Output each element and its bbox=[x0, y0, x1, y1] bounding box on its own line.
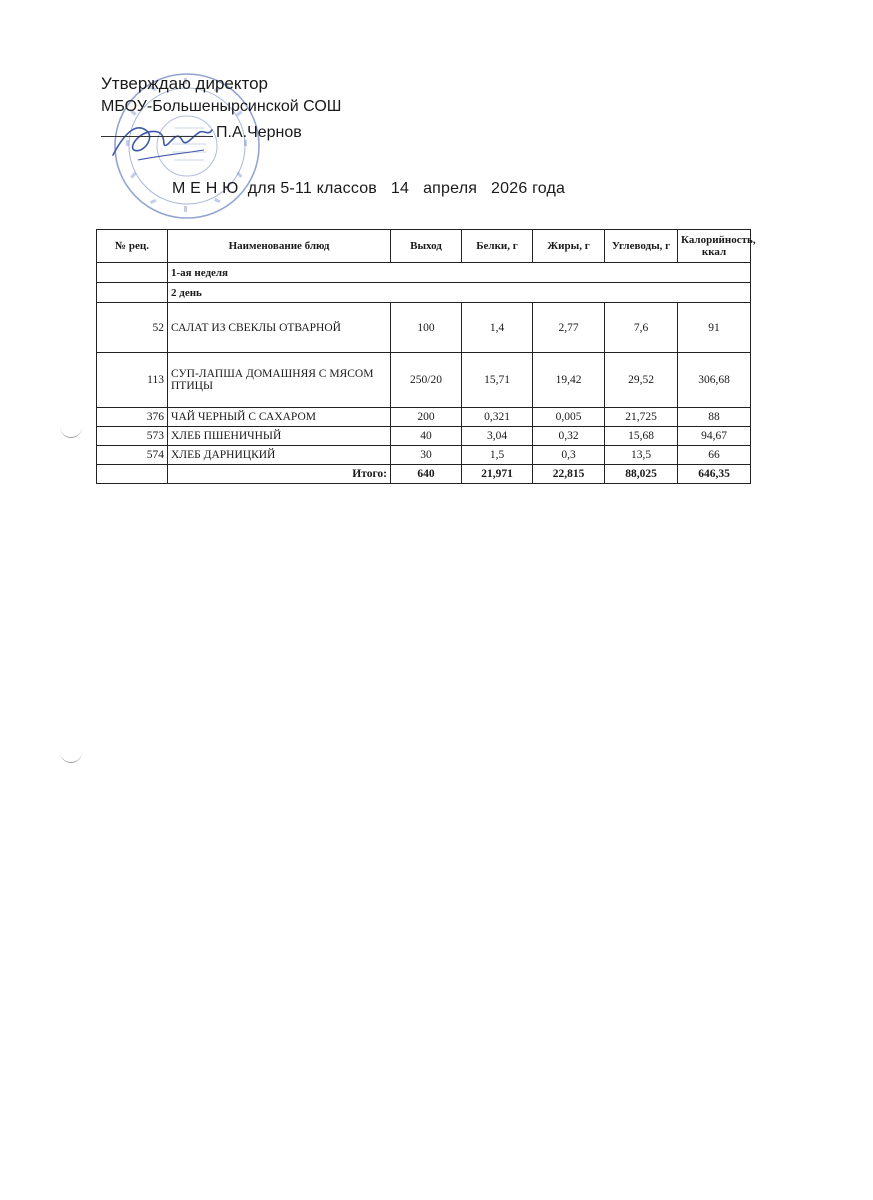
col-header-carbs: Углеводы, г bbox=[605, 230, 678, 263]
kcal-value: 66 bbox=[678, 446, 751, 465]
table-header-row bbox=[97, 230, 751, 263]
col-header-recipe: № рец. bbox=[97, 230, 168, 263]
carbs-value: 7,6 bbox=[605, 303, 678, 353]
col-header-protein: Белки, г bbox=[462, 230, 533, 263]
recipe-number: 52 bbox=[97, 303, 168, 353]
menu-table bbox=[96, 229, 756, 484]
total-row bbox=[97, 465, 751, 484]
week-label: 1-ая неделя bbox=[168, 263, 751, 283]
recipe-number: 574 bbox=[97, 446, 168, 465]
protein-value: 1,4 bbox=[462, 303, 533, 353]
fat-value: 2,77 bbox=[533, 303, 605, 353]
yield-value: 40 bbox=[391, 427, 462, 446]
day-label: 2 день bbox=[168, 283, 751, 303]
yield-value: 30 bbox=[391, 446, 462, 465]
kcal-value: 88 bbox=[678, 408, 751, 427]
table-row bbox=[97, 353, 751, 408]
total-carbs: 88,025 bbox=[605, 465, 678, 484]
col-header-yield: Выход bbox=[391, 230, 462, 263]
kcal-value: 306,68 bbox=[678, 353, 751, 408]
protein-value: 15,71 bbox=[462, 353, 533, 408]
dish-name: САЛАТ ИЗ СВЕКЛЫ ОТВАРНОЙ bbox=[168, 303, 391, 353]
total-protein: 21,971 bbox=[462, 465, 533, 484]
fat-value: 0,3 bbox=[533, 446, 605, 465]
fat-value: 0,005 bbox=[533, 408, 605, 427]
carbs-value: 15,68 bbox=[605, 427, 678, 446]
dish-name: ЧАЙ ЧЕРНЫЙ С САХАРОМ bbox=[168, 408, 391, 427]
punch-hole-mark bbox=[60, 750, 82, 763]
recipe-number: 376 bbox=[97, 408, 168, 427]
carbs-value: 13,5 bbox=[605, 446, 678, 465]
col-header-kcal: Калорийность, ккал bbox=[678, 230, 751, 263]
menu-title: М Е Н Ю для 5-11 классов 14 апреля 2026 года bbox=[172, 180, 566, 197]
school-name: МБОУ-Большенырсинской СОШ bbox=[101, 98, 342, 115]
dish-name: СУП-ЛАПША ДОМАШНЯЯ С МЯСОМ ПТИЦЫ bbox=[168, 353, 391, 408]
dish-name: ХЛЕБ ПШЕНИЧНЫЙ bbox=[168, 427, 391, 446]
yield-value: 200 bbox=[391, 408, 462, 427]
carbs-value: 29,52 bbox=[605, 353, 678, 408]
signature-underline bbox=[101, 123, 213, 137]
total-label: Итого: bbox=[168, 465, 391, 484]
table-row bbox=[97, 427, 751, 446]
protein-value: 3,04 bbox=[462, 427, 533, 446]
carbs-value: 21,725 bbox=[605, 408, 678, 427]
total-kcal: 646,35 bbox=[678, 465, 751, 484]
fat-value: 19,42 bbox=[533, 353, 605, 408]
fat-value: 0,32 bbox=[533, 427, 605, 446]
col-header-dish: Наименование блюд bbox=[168, 230, 391, 263]
recipe-number: 113 bbox=[97, 353, 168, 408]
recipe-number: 573 bbox=[97, 427, 168, 446]
total-fat: 22,815 bbox=[533, 465, 605, 484]
table-row bbox=[97, 303, 751, 353]
col-header-fat: Жиры, г bbox=[533, 230, 605, 263]
table-row bbox=[97, 446, 751, 465]
protein-value: 0,321 bbox=[462, 408, 533, 427]
kcal-value: 94,67 bbox=[678, 427, 751, 446]
total-yield: 640 bbox=[391, 465, 462, 484]
signature-line bbox=[101, 123, 401, 142]
week-row bbox=[97, 263, 751, 283]
signer-name: П.А.Чернов bbox=[216, 124, 302, 141]
punch-hole-mark bbox=[60, 425, 82, 438]
yield-value: 100 bbox=[391, 303, 462, 353]
kcal-value: 91 bbox=[678, 303, 751, 353]
approval-title: Утверждаю директор bbox=[101, 74, 269, 93]
yield-value: 250/20 bbox=[391, 353, 462, 408]
table-row bbox=[97, 408, 751, 427]
day-row bbox=[97, 283, 751, 303]
protein-value: 1,5 bbox=[462, 446, 533, 465]
dish-name: ХЛЕБ ДАРНИЦКИЙ bbox=[168, 446, 391, 465]
